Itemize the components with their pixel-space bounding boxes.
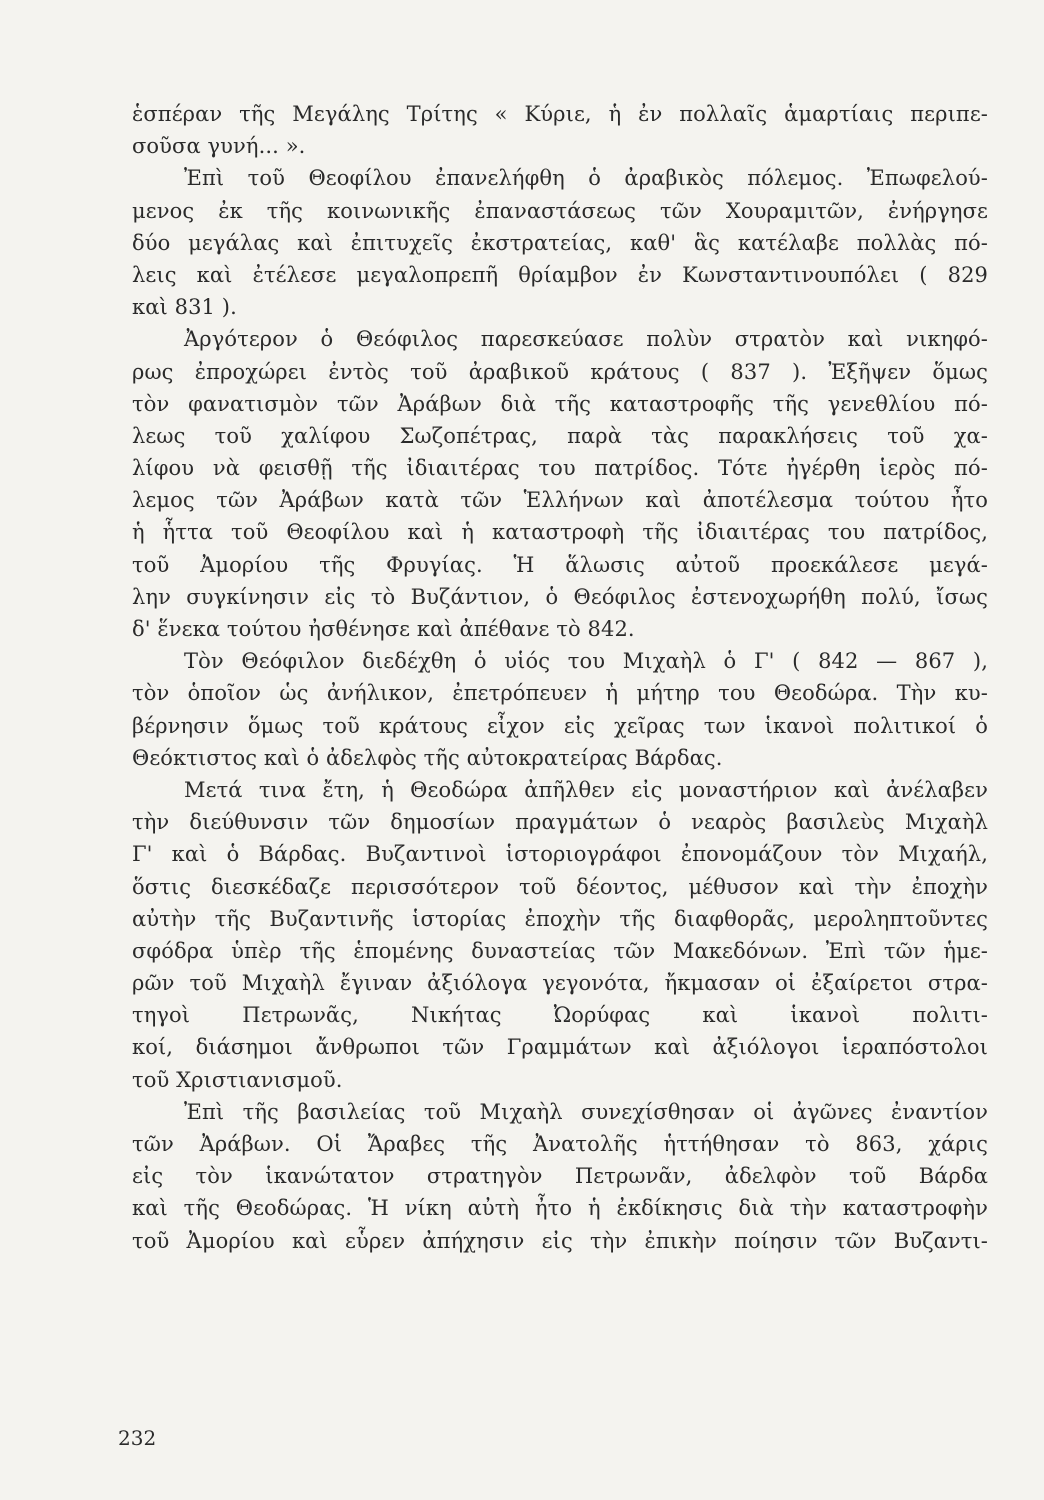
- text-line: λεως τοῦ χαλίφου Σωζοπέτρας, παρὰ τὰς παρακλήσεις τοῦ χα-: [132, 423, 988, 448]
- text-line: λίφου νὰ φεισθῇ τῆς ἰδιαιτέρας του πατρίδος. Τότε ἠγέρθη ἱερὸς πό-: [132, 456, 988, 481]
- text-line: Μετά τινα ἔτη, ἡ Θεοδώρα ἀπῆλθεν εἰς μοναστήριον καὶ ἀνέλαβεν: [184, 777, 988, 802]
- text-line: τὴν διεύθυνσιν τῶν δημοσίων πραγμάτων ὁ νεαρὸς βασιλεὺς Μιχαὴλ: [132, 810, 988, 835]
- text-line: δύο μεγάλας καὶ ἐπιτυχεῖς ἐκστρατείας, καθ' ἃς κατέλαβε πολλὰς πό-: [132, 230, 988, 255]
- text-line: σοῦσα γυνή... ».: [132, 134, 306, 159]
- text-line: τοῦ Χριστιανισμοῦ.: [132, 1067, 343, 1092]
- page-number: 232: [118, 1426, 157, 1450]
- text-line: ἑσπέραν τῆς Μεγάλης Τρίτης « Κύριε, ἡ ἐν πολλαῖς ἁμαρτίαις περιπε-: [132, 102, 988, 126]
- text-line: εἰς τὸν ἱκανώτατον στρατηγὸν Πετρωνᾶν, ἀδελφὸν τοῦ Βάρδα: [132, 1164, 988, 1189]
- text-line: καὶ τῆς Θεοδώρας. Ἡ νίκη αὐτὴ ἦτο ἡ ἐκδίκησις διὰ τὴν καταστροφὴν: [132, 1196, 988, 1221]
- text-line: δ' ἕνεκα τούτου ἠσθένησε καὶ ἀπέθανε τὸ 842.: [132, 617, 635, 641]
- text-line: Γ' καὶ ὁ Βάρδας. Βυζαντινοὶ ἱστοριογράφοι ἐπονομάζουν τὸν Μιχαήλ,: [132, 842, 988, 867]
- text-line: Τὸν Θεόφιλον διεδέχθη ὁ υἱός του Μιχαὴλ ὁ Γ' ( 842 — 867 ),: [184, 649, 988, 674]
- text-line: τηγοὶ Πετρωνᾶς, Νικήτας Ὠορύφας καὶ ἱκανοὶ πολιτι-: [132, 1003, 988, 1028]
- text-line: ρῶν τοῦ Μιχαὴλ ἔγιναν ἀξιόλογα γεγονότα, ἤκμασαν οἱ ἐξαίρετοι στρα-: [132, 971, 988, 996]
- text-line: αὐτὴν τῆς Βυζαντινῆς ἱστορίας ἐποχὴν τῆς διαφθορᾶς, μεροληπτοῦντες: [132, 906, 988, 931]
- text-line: καὶ 831 ).: [132, 295, 237, 320]
- text-line: σφόδρα ὑπὲρ τῆς ἑπομένης δυναστείας τῶν Μακεδόνων. Ἐπὶ τῶν ἡμε-: [132, 938, 988, 963]
- text-line: λην συγκίνησιν εἰς τὸ Βυζάντιον, ὁ Θεόφιλος ἐστενοχωρήθη πολύ, ἴσως: [132, 584, 988, 609]
- text-line: τῶν Ἀράβων. Οἱ Ἄραβες τῆς Ἀνατολῆς ἡττήθησαν τὸ 863, χάρις: [132, 1132, 988, 1156]
- text-line: ἡ ἧττα τοῦ Θεοφίλου καὶ ἡ καταστροφὴ τῆς ἰδιαιτέρας του πατρίδος,: [132, 520, 988, 545]
- text-line: λεμος τῶν Ἀράβων κατὰ τῶν Ἑλλήνων καὶ ἀποτέλεσμα τούτου ἦτο: [132, 488, 988, 513]
- text-line: λεις καὶ ἐτέλεσε μεγαλοπρεπῆ θρίαμβον ἐν Κωνσταντινουπόλει ( 829: [132, 262, 988, 287]
- text-line: τοῦ Ἀμορίου καὶ εὗρεν ἀπήχησιν εἰς τὴν ἐπικὴν ποίησιν τῶν Βυζαντι-: [132, 1228, 988, 1253]
- text-line: ρως ἐπροχώρει ἐντὸς τοῦ ἀραβικοῦ κράτους ( 837 ). Ἐξῆψεν ὅμως: [132, 359, 988, 384]
- text-line: μενος ἐκ τῆς κοινωνικῆς ἐπαναστάσεως τῶν Χουραμιτῶν, ἐνήργησε: [132, 198, 988, 223]
- text-line: κοί, διάσημοι ἄνθρωποι τῶν Γραμμάτων καὶ ἀξιόλογοι ἱεραπόστολοι: [132, 1035, 988, 1060]
- text-line: Ἐπὶ τοῦ Θεοφίλου ἐπανελήφθη ὁ ἀραβικὸς πόλεμος. Ἐπωφελού-: [184, 166, 988, 191]
- text-line: τὸν ὁποῖον ὡς ἀνήλικον, ἐπετρόπευεν ἡ μήτηρ του Θεοδώρα. Τὴν κυ-: [132, 681, 988, 706]
- text-line: τὸν φανατισμὸν τῶν Ἀράβων διὰ τῆς καταστροφῆς τῆς γενεθλίου πό-: [132, 391, 988, 416]
- text-line: Θεόκτιστος καὶ ὁ ἀδελφὸς τῆς αὐτοκρατείρας Βάρδας.: [132, 745, 723, 770]
- text-line: βέρνησιν ὅμως τοῦ κράτους εἶχον εἰς χεῖρας των ἱκανοὶ πολιτικοί ὁ: [132, 713, 988, 738]
- text-line: Ἀργότερον ὁ Θεόφιλος παρεσκεύασε πολὺν στρατὸν καὶ νικηφό-: [184, 327, 988, 352]
- text-line: τοῦ Ἀμορίου τῆς Φρυγίας. Ἡ ἅλωσις αὐτοῦ προεκάλεσε μεγά-: [132, 552, 988, 577]
- text-line: Ἐπὶ τῆς βασιλείας τοῦ Μιχαὴλ συνεχίσθησαν οἱ ἀγῶνες ἐναντίον: [184, 1099, 988, 1124]
- text-line: ὅστις διεσκέδαζε περισσότερον τοῦ δέοντος, μέθυσον καὶ τὴν ἐποχὴν: [132, 874, 988, 899]
- body-text: [132, 98, 988, 1257]
